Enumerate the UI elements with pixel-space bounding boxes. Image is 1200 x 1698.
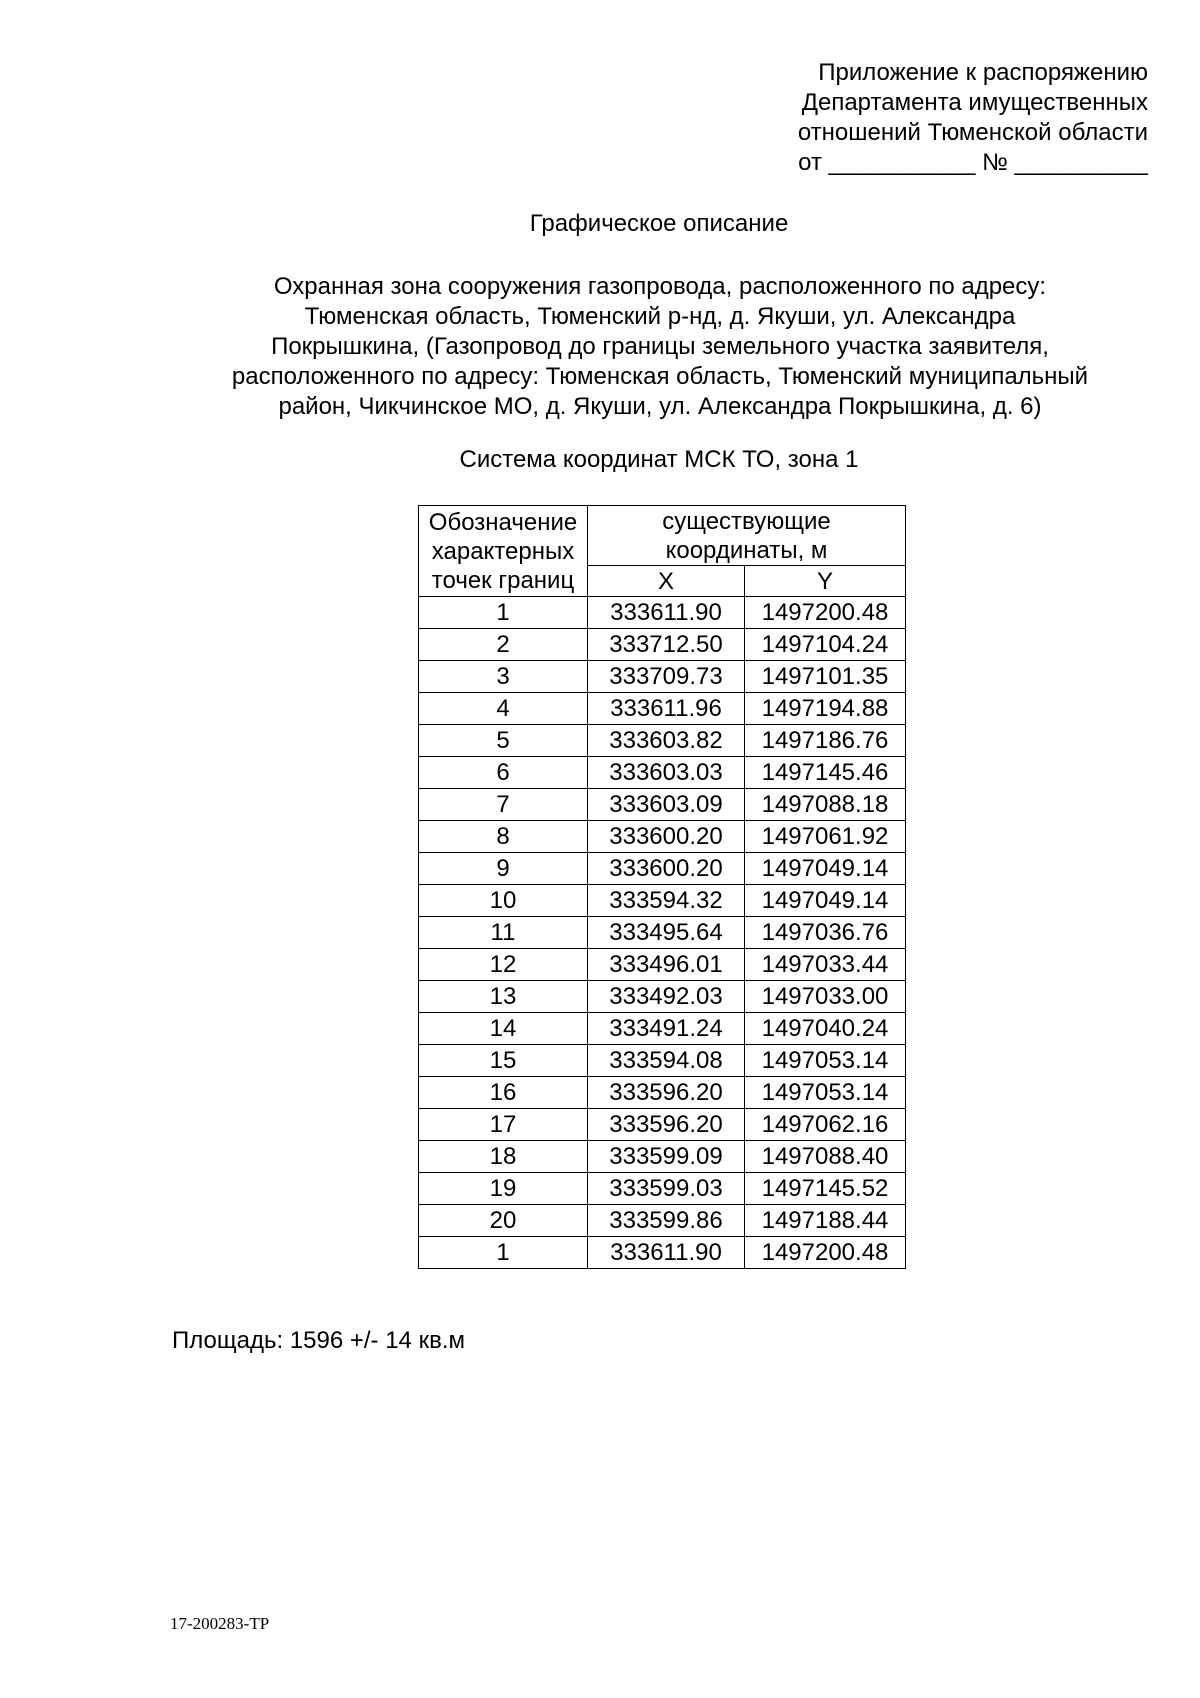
table-row <box>419 885 906 917</box>
table-row <box>419 1109 906 1141</box>
table-row <box>419 597 906 629</box>
point-number-cell: 15 <box>419 1045 588 1077</box>
y-coordinate-cell: 1497200.48 <box>745 1237 906 1269</box>
area-value: Площадь: 1596 +/- 14 кв.м <box>172 1327 465 1354</box>
y-coordinate-cell: 1497049.14 <box>745 853 906 885</box>
point-number-cell: 13 <box>419 981 588 1013</box>
x-coordinate-cell: 333599.03 <box>588 1173 745 1205</box>
point-number-cell: 11 <box>419 917 588 949</box>
table-row <box>419 1205 906 1237</box>
table-row <box>419 629 906 661</box>
table-row <box>419 917 906 949</box>
point-number-cell: 6 <box>419 757 588 789</box>
x-coordinate-cell: 333596.20 <box>588 1077 745 1109</box>
y-coordinate-cell: 1497040.24 <box>745 1013 906 1045</box>
table-row <box>419 1077 906 1109</box>
x-coordinate-cell: 333599.86 <box>588 1205 745 1237</box>
x-coordinate-cell: 333611.90 <box>588 1237 745 1269</box>
x-coordinate-cell: 333596.20 <box>588 1109 745 1141</box>
description-line: район, Чикчинское МО, д. Якуши, ул. Александра Покрышкина, д. 6) <box>278 393 1042 420</box>
y-coordinate-cell: 1497049.14 <box>745 885 906 917</box>
header-text-line: точек границ <box>431 566 575 594</box>
point-number-cell: 2 <box>419 629 588 661</box>
coordinate-system-label: Система координат МСК ТО, зона 1 <box>459 446 859 473</box>
point-number-cell: 10 <box>419 885 588 917</box>
x-coordinate-cell: 333594.08 <box>588 1045 745 1077</box>
description-line: Охранная зона сооружения газопровода, расположенного по адресу: <box>273 273 1047 300</box>
y-coordinate-cell: 1497186.76 <box>745 725 906 757</box>
x-coordinate-cell: 333600.20 <box>588 853 745 885</box>
x-coordinate-cell: 333603.82 <box>588 725 745 757</box>
x-coordinate-cell: 333603.09 <box>588 789 745 821</box>
table-row <box>419 789 906 821</box>
table-row <box>419 821 906 853</box>
point-number-cell: 16 <box>419 1077 588 1109</box>
y-coordinate-cell: 1497194.88 <box>745 693 906 725</box>
x-coordinate-cell: 333600.20 <box>588 821 745 853</box>
y-coordinate-cell: 1497062.16 <box>745 1109 906 1141</box>
y-coordinate-cell: 1497200.48 <box>745 597 906 629</box>
point-number-cell: 4 <box>419 693 588 725</box>
table-row <box>419 1237 906 1269</box>
coordinates-table-body <box>419 597 906 1269</box>
description-line: Покрышкина, (Газопровод до границы земельного участка заявителя, <box>271 333 1049 360</box>
x-coordinate-cell: 333594.32 <box>588 885 745 917</box>
y-coordinate-cell: 1497145.52 <box>745 1173 906 1205</box>
header-y: Y <box>745 566 906 597</box>
table-row <box>419 1173 906 1205</box>
y-coordinate-cell: 1497088.40 <box>745 1141 906 1173</box>
zone-description <box>160 272 1160 422</box>
appendix-header-line: отношений Тюменской области <box>797 119 1148 146</box>
header-existing-coordinates <box>588 506 906 566</box>
y-coordinate-cell: 1497033.00 <box>745 981 906 1013</box>
x-coordinate-cell: 333611.96 <box>588 693 745 725</box>
description-line: расположенного по адресу: Тюменская область, Тюменский муниципальный <box>231 363 1089 390</box>
x-coordinate-cell: 333709.73 <box>588 661 745 693</box>
table-row <box>419 693 906 725</box>
point-number-cell: 8 <box>419 821 588 853</box>
y-coordinate-cell: 1497033.44 <box>745 949 906 981</box>
table-row <box>419 661 906 693</box>
table-row <box>419 981 906 1013</box>
header-text-line: существующие <box>662 508 831 535</box>
point-number-cell: 9 <box>419 853 588 885</box>
point-number-cell: 17 <box>419 1109 588 1141</box>
point-number-cell: 18 <box>419 1141 588 1173</box>
x-coordinate-cell: 333491.24 <box>588 1013 745 1045</box>
y-coordinate-cell: 1497088.18 <box>745 789 906 821</box>
y-coordinate-cell: 1497053.14 <box>745 1045 906 1077</box>
y-coordinate-cell: 1497188.44 <box>745 1205 906 1237</box>
table-row <box>419 1013 906 1045</box>
header-text-line: Обозначение <box>428 508 578 536</box>
description-line: Тюменская область, Тюменский р-нд, д. Якуши, ул. Александра <box>304 303 1016 330</box>
table-row <box>419 1045 906 1077</box>
point-number-cell: 7 <box>419 789 588 821</box>
point-number-cell: 1 <box>419 1237 588 1269</box>
appendix-header-line: Департамента имущественных <box>801 89 1148 116</box>
point-number-cell: 1 <box>419 597 588 629</box>
point-number-cell: 5 <box>419 725 588 757</box>
x-coordinate-cell: 333599.09 <box>588 1141 745 1173</box>
table-row <box>419 853 906 885</box>
header-text-line: характерных <box>431 537 575 565</box>
y-coordinate-cell: 1497101.35 <box>745 661 906 693</box>
header-point-designation <box>419 506 588 597</box>
table-row <box>419 949 906 981</box>
header-x: X <box>588 566 745 597</box>
y-coordinate-cell: 1497053.14 <box>745 1077 906 1109</box>
coordinates-table <box>418 505 906 1269</box>
header-text-line: координаты, м <box>665 537 828 564</box>
x-coordinate-cell: 333492.03 <box>588 981 745 1013</box>
appendix-header-line: Приложение к распоряжению <box>818 59 1148 86</box>
table-row <box>419 1141 906 1173</box>
point-number-cell: 19 <box>419 1173 588 1205</box>
y-coordinate-cell: 1497036.76 <box>745 917 906 949</box>
appendix-header-line: от ___________ № __________ <box>798 149 1148 176</box>
table-row <box>419 757 906 789</box>
x-coordinate-cell: 333495.64 <box>588 917 745 949</box>
appendix-header <box>798 58 1148 178</box>
y-coordinate-cell: 1497104.24 <box>745 629 906 661</box>
document-code: 17-200283-ТР <box>170 1614 270 1633</box>
point-number-cell: 12 <box>419 949 588 981</box>
y-coordinate-cell: 1497145.46 <box>745 757 906 789</box>
point-number-cell: 3 <box>419 661 588 693</box>
point-number-cell: 20 <box>419 1205 588 1237</box>
x-coordinate-cell: 333611.90 <box>588 597 745 629</box>
point-number-cell: 14 <box>419 1013 588 1045</box>
document-title: Графическое описание <box>529 210 789 237</box>
y-coordinate-cell: 1497061.92 <box>745 821 906 853</box>
x-coordinate-cell: 333712.50 <box>588 629 745 661</box>
x-coordinate-cell: 333496.01 <box>588 949 745 981</box>
x-coordinate-cell: 333603.03 <box>588 757 745 789</box>
table-row <box>419 725 906 757</box>
